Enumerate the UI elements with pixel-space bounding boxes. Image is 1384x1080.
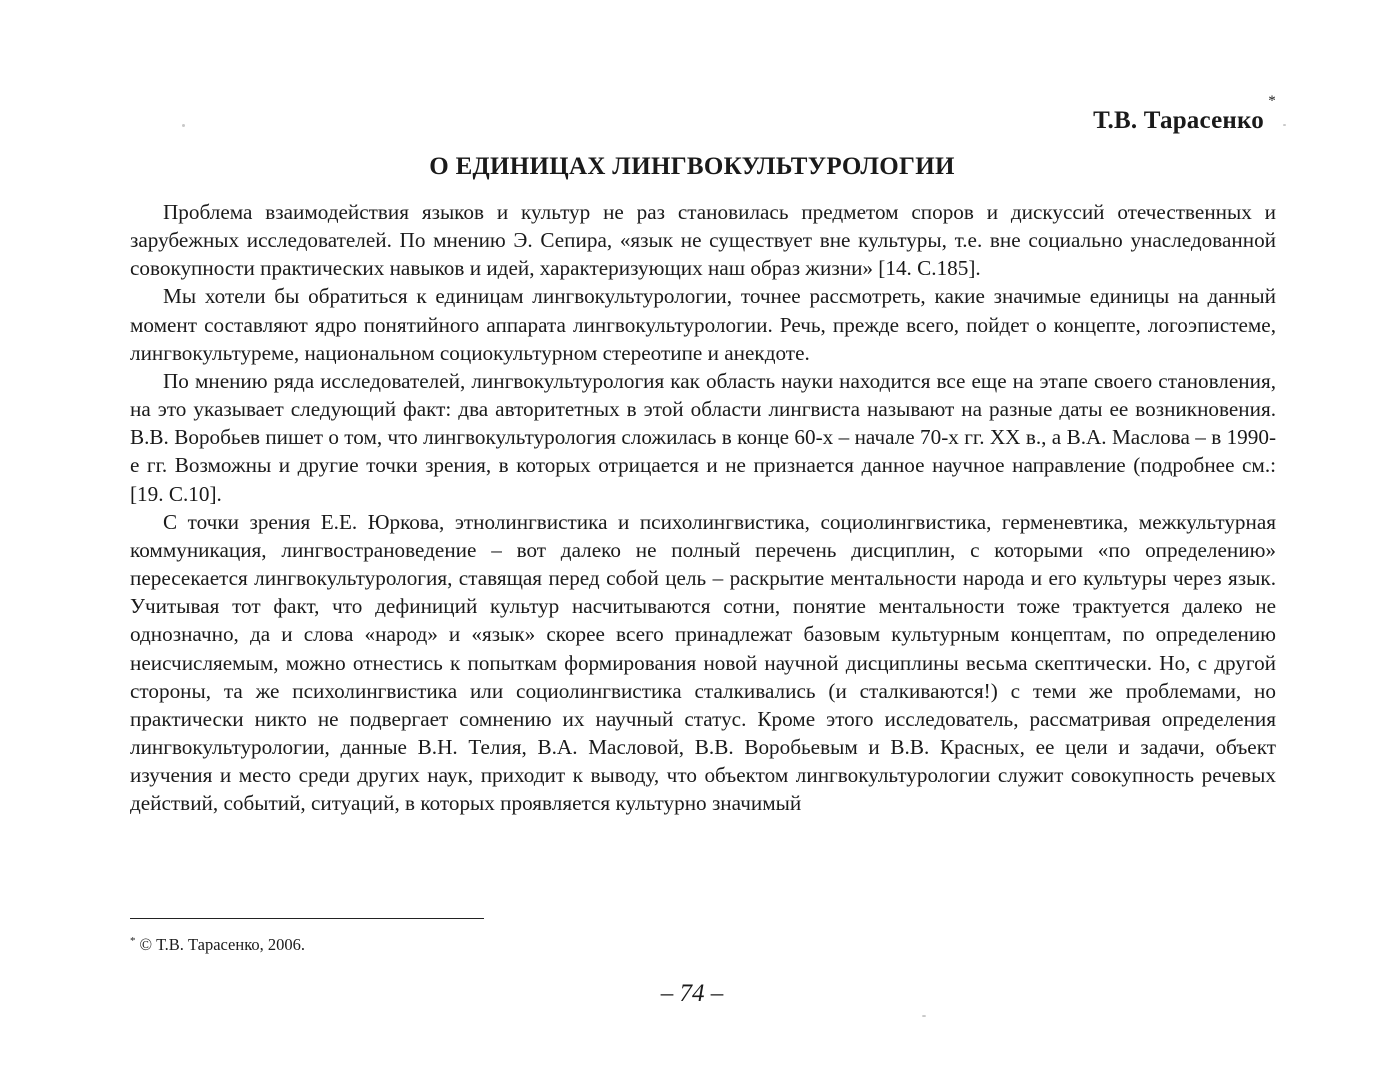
footnote-mark: * — [130, 935, 136, 947]
scan-speck — [1283, 124, 1286, 126]
scan-speck — [922, 1015, 926, 1017]
article-title: О ЕДИНИЦАХ ЛИНГВОКУЛЬТУРОЛОГИИ — [429, 153, 955, 180]
author-footnote-mark: * — [1268, 93, 1276, 109]
article-body — [130, 198, 1276, 817]
paragraph-1: Проблема взаимодействия языков и культур не раз становилась предметом споров и дискуссий отечественных и зарубежных исследователей. По мнению Э. Сепира, «язык не существует вне культуры, т.е. вне социально унаследованной совокупности практических навыков и идей, характеризующих наш образ жизни» [14. С.185]. — [130, 200, 1276, 281]
author-name-text: Т.В. Тарасенко — [1093, 107, 1264, 134]
scan-speck — [182, 124, 185, 127]
footnote-divider — [130, 918, 484, 919]
paragraph-2: Мы хотели бы обратиться к единицам лингвокультурологии, точнее рассмотреть, какие значимые единицы на данный момент составляют ядро понятийного аппарата лингвокультурологии. Речь, прежде всего, пойдет о концепте, логоэпистеме, лингвокультуреме, национальном социокультурном стереотипе и анекдоте. — [130, 284, 1276, 365]
author-name — [1093, 93, 1276, 135]
footnote-text: © Т.В. Тарасенко, 2006. — [139, 935, 306, 954]
footnote — [130, 935, 305, 955]
paragraph-3: По мнению ряда исследователей, лингвокультурология как область науки находится все еще на этапе своего становления, на это указывает следующий факт: два авторитетных в этой области лингвиста называют на разные даты ее возникновения. В.В. Воробьев пишет о том, что лингвокультурология сложилась в конце 60-х – начале 70-х гг. XX в., а В.А. Маслова – в 1990-е гг. Возможны и другие точки зрения, в которых отрицается и не признается данное научное направление (подробнее см.: [19. С.10]. — [130, 368, 1276, 506]
page-number: – 74 – — [660, 980, 724, 1007]
paragraph-4: С точки зрения Е.Е. Юркова, этнолингвистика и психолингвистика, социолингвистика, герменевтика, межкультурная коммуникация, лингвострановедение – вот далеко не полный перечень дисциплин, с которыми «по определению» пересекается лингвокультурология, ставящая перед собой цель – раскрытие ментальности народа и его культуры через язык. Учитывая тот факт, что дефиниций культур насчитываются сотни, понятие ментальности тоже трактуется далеко не однозначно, да и слова «народ» и «язык» скорее всего принадлежат базовым культурным концептам, по определению неисчисляемым, можно отнестись к попыткам формирования новой научной дисциплины весьма скептически. Но, с другой стороны, та же психолингвистика или социолингвистика сталкивались (и сталкиваются!) с теми же проблемами, но практически никто не подвергает сомнению их научный статус. Кроме этого исследователь, рассматривая определения лингвокультурологии, данные В.Н. Телия, В.А. Масловой, В.В. Воробьевым и В.В. Красных, ее цели и задачи, объект изучения и место среди других наук, приходит к выводу, что объектом лингвокультурологии служит совокупность речевых действий, событий, ситуаций, в которых проявляется культурно значимый — [130, 509, 1276, 816]
